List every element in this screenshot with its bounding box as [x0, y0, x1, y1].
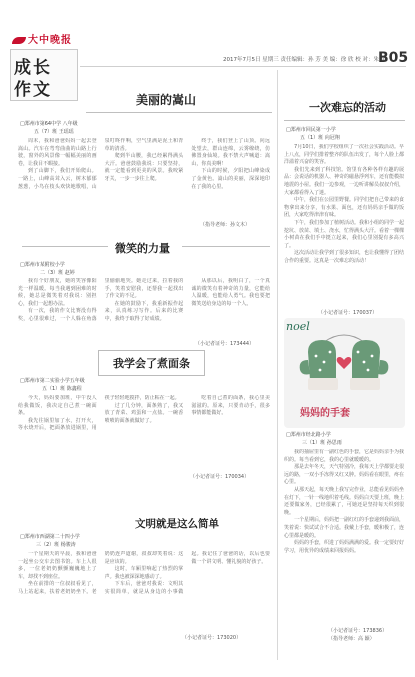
- left-mitten-icon: [300, 340, 338, 390]
- article-title: 我学会了煮面条: [98, 350, 205, 376]
- mittens-icon: [294, 330, 394, 406]
- article-paragraph: 坐在前排的一位叔叔看见了，马上站起来，扶着老奶奶坐下。老奶奶连声道谢，叔叔却笑着说：这是应该的。: [18, 551, 184, 595]
- article-paragraph: 那是去年冬天，天气特别冷，我每天上学都要走很远的路，一双小手冻得又红又肿。妈妈看在眼里，疼在心里。: [284, 464, 404, 486]
- article-body: [18, 395, 270, 473]
- article-byline-author: 五（1）班 陈鑫程: [42, 386, 82, 392]
- article-paragraph: 一个星期天的早晨，我和爸爸一起坐公交车去图书馆。车上人很多，一位老奶奶颤颤巍巍地上了车，却找不到座位。: [18, 551, 97, 580]
- article-byline-school: □郑州市经北路小学: [286, 432, 331, 438]
- mitten-string-icon: [324, 335, 364, 342]
- article-byline-school: □郑州市第64中学 八年级: [20, 121, 78, 127]
- article-byline-school: □郑州市某附校小学: [20, 262, 65, 268]
- article-paragraph: 在她的鼓励下，我重新振作起来，认真练习写作。后来的比赛中，我终于取得了好成绩。: [104, 300, 184, 322]
- article-title: 文明就是这么简单: [135, 518, 219, 530]
- article-editor-note: （小记者证号：173020）: [182, 635, 242, 641]
- article-body: [284, 449, 404, 624]
- article-byline-author: 三（1）班 孙思雨: [302, 440, 342, 446]
- article-body: [18, 278, 270, 340]
- article-byline-author: 三（2）班 杨骏涛: [36, 542, 76, 548]
- article-body: [18, 138, 270, 230]
- article-title: 一次难忘的活动: [309, 101, 386, 114]
- article-paragraph: 我们先来到了科技馆。馆里有各种各样有趣的展品：会说话的机器人、神奇的磁悬浮列车，还有能模拟地震的小屋。我们一边参观，一边听讲解员叔叔介绍，大家都看得入了迷。: [284, 166, 404, 196]
- title-rule-right: [182, 246, 270, 247]
- header-rule: [80, 66, 406, 67]
- article-byline-school: □郑州市第二实验小学五年级: [20, 378, 85, 384]
- article-paragraph: 终于，我们登上了山顶。向远处望去，群山连绵，云雾缭绕，仿佛置身仙境。我不禁大声喊道：嵩山，你真美啊！: [191, 138, 270, 167]
- article-editor-note: （小记者证号：173444）: [195, 341, 255, 347]
- article-body: [284, 144, 404, 308]
- section-title-line2: 作文: [14, 80, 52, 100]
- newspaper-logo: 大中晚报: [12, 31, 72, 46]
- article-paragraph: 这时，车厢里响起了热烈的掌声。我也被深深地感动了。: [104, 566, 184, 580]
- article-editor-note: （小记者证号：173836）: [328, 628, 388, 634]
- page-number: B05: [378, 50, 409, 66]
- article-paragraph: 妈妈的手套，织进了妈妈满满的爱。我一定要好好学习，用优异的成绩来回报妈妈。: [284, 540, 404, 554]
- illustration-script-text: noel: [286, 320, 310, 333]
- title-underline: [86, 112, 272, 113]
- article-paragraph: 下午，我们参加了植树活动。我和小组的同学一起挖坑、放苗、填土、浇水，忙得满头大汗。看着一棵棵小树苗在我们手中挺立起来，我们心里别提有多高兴了。: [284, 219, 404, 249]
- article-paragraph: 有一次，我的作文比赛没有得奖，心里很难过，一个人躲在角落里偷偷地哭。她走过来，拉着我的手，笑着安慰我，还帮我一起找出了作文的不足。: [18, 278, 184, 322]
- article-editor-note: （小记者证号：170037）: [318, 310, 378, 316]
- article-byline-author: 二（3）班 赵婷: [40, 270, 75, 276]
- article-paragraph: 到了山脚下，我们开始爬山。一路上，山峰高耸入云，树木郁郁葱葱，小鸟在枝头欢快地歌唱，山泉叮咚作响，空气里满是泥土和青草的清香。: [18, 138, 184, 190]
- article-paragraph: 我的抽屉里有一副红色的手套，它是妈妈亲手为我织的。每当看到它，我的心里就暖暖的。: [284, 449, 404, 463]
- article-paragraph: 吃着自己煮的面条，我心里美滋滋的。原来，只要肯动手，很多事情都能做好。: [191, 395, 270, 417]
- article-paragraph: 下山的时候，夕阳把山峰染成了金黄色。嵩山的美丽，深深地印在了我的心里。: [191, 168, 270, 190]
- article-paragraph: 中午，我们在公园里野餐。同学们把自己带来的食物拿出来分享，有水果、面包，还有妈妈亲手做的饭团，大家吃得津津有味。: [284, 197, 404, 219]
- article-teacher-note: （指导老师：高 颖）: [328, 636, 375, 642]
- illustration-caption: 妈妈的手套: [300, 408, 350, 419]
- section-title-line1: 成长: [14, 58, 52, 78]
- column-divider: [277, 70, 278, 660]
- article-paragraph: 这次活动让我学到了很多知识，也让我懂得了团结合作的重要。这真是一次难忘的活动！: [284, 250, 404, 264]
- article-paragraph: 我有个好朋友，她的笑容像阳光一样温暖。每当我遇到困难的时候，她总是微笑着对我说：别担心，我们一起想办法。: [18, 278, 97, 307]
- article-title: 美丽的嵩山: [136, 93, 197, 107]
- title-rule-left: [22, 246, 108, 247]
- article-paragraph: 一个星期后，妈妈把一副红红的手套递到我面前，笑着说：快试试合不合适。我戴上手套，暖和极了，连心里都是暖的。: [284, 517, 404, 539]
- title-underline: [284, 120, 405, 121]
- article-paragraph: 今天，妈妈要加班，中午没人给我做饭，我决定自己煮一碗面条。: [18, 395, 97, 417]
- article-byline-school: □郑州市西湖第二十四小学: [20, 534, 80, 540]
- article-paragraph: 从那以后，我明白了，一个真诚的微笑有着神奇的力量，它能给人温暖，也能给人勇气。我也要把微笑送给身边的每一个人。: [191, 278, 270, 307]
- article-paragraph: 7月10日，我们学校组织了一次社会实践活动。早上八点，同学们排着整齐的队伍出发了，每个人脸上都洋溢着兴奋的笑容。: [284, 144, 404, 166]
- issue-info: 2017年7月5日 星期三 责任编辑：孙 芳 美 编：徐 欣 校 对：朱 荣: [223, 57, 387, 63]
- article-editor-note: （小记者证号：170034）: [190, 474, 250, 480]
- article-paragraph: 从那天起，每天晚上我写完作业，总能看见妈妈坐在灯下，一针一线地织着毛线。妈妈白天要上班，晚上还要做家务，已经很累了，可她还是坚持每天织到很晚。: [284, 486, 404, 516]
- article-byline-author: 五（7）班 王瑶瑶: [34, 129, 74, 135]
- heart-icon: [337, 357, 352, 369]
- article-paragraph: 下车后，爸爸对我说：文明其实很简单，就是从身边的小事做起。我记住了爸爸的话，以后也要做一个讲文明、懂礼貌的好孩子。: [104, 551, 270, 595]
- article-body: [18, 551, 270, 631]
- logo-mark-icon: [12, 37, 26, 44]
- article-title: 微笑的力量: [115, 242, 170, 255]
- article-paragraph: 我先往锅里加了水，打开火，等水烧开后，把面条放进锅里，用筷子轻轻地搅拌，防止粘在一起。: [18, 395, 180, 432]
- right-mitten-icon: [350, 340, 388, 390]
- article-editor-note: （指导老师：孙文木）: [200, 222, 251, 228]
- article-paragraph: 过了几分钟，面条熟了，我又放了青菜、鸡蛋和一点盐。一碗香喷喷的面条就做好了。: [104, 402, 184, 424]
- article-byline-school: □郑州市回民第一小学: [286, 127, 336, 133]
- article-byline-author: 五（1）班 向冠翔: [300, 135, 340, 141]
- article-paragraph: 周末，我和爸爸妈妈一起去登嵩山。汽车在弯弯曲曲的山路上行驶，窗外的风景像一幅幅美丽的画卷，让我目不暇接。: [18, 138, 97, 167]
- article-paragraph: 爬到半山腰，我已经累得满头大汗。爸爸鼓励我说：只要坚持，就一定能看到更美的风景。我咬紧牙关，一步一步往上爬。: [104, 153, 184, 182]
